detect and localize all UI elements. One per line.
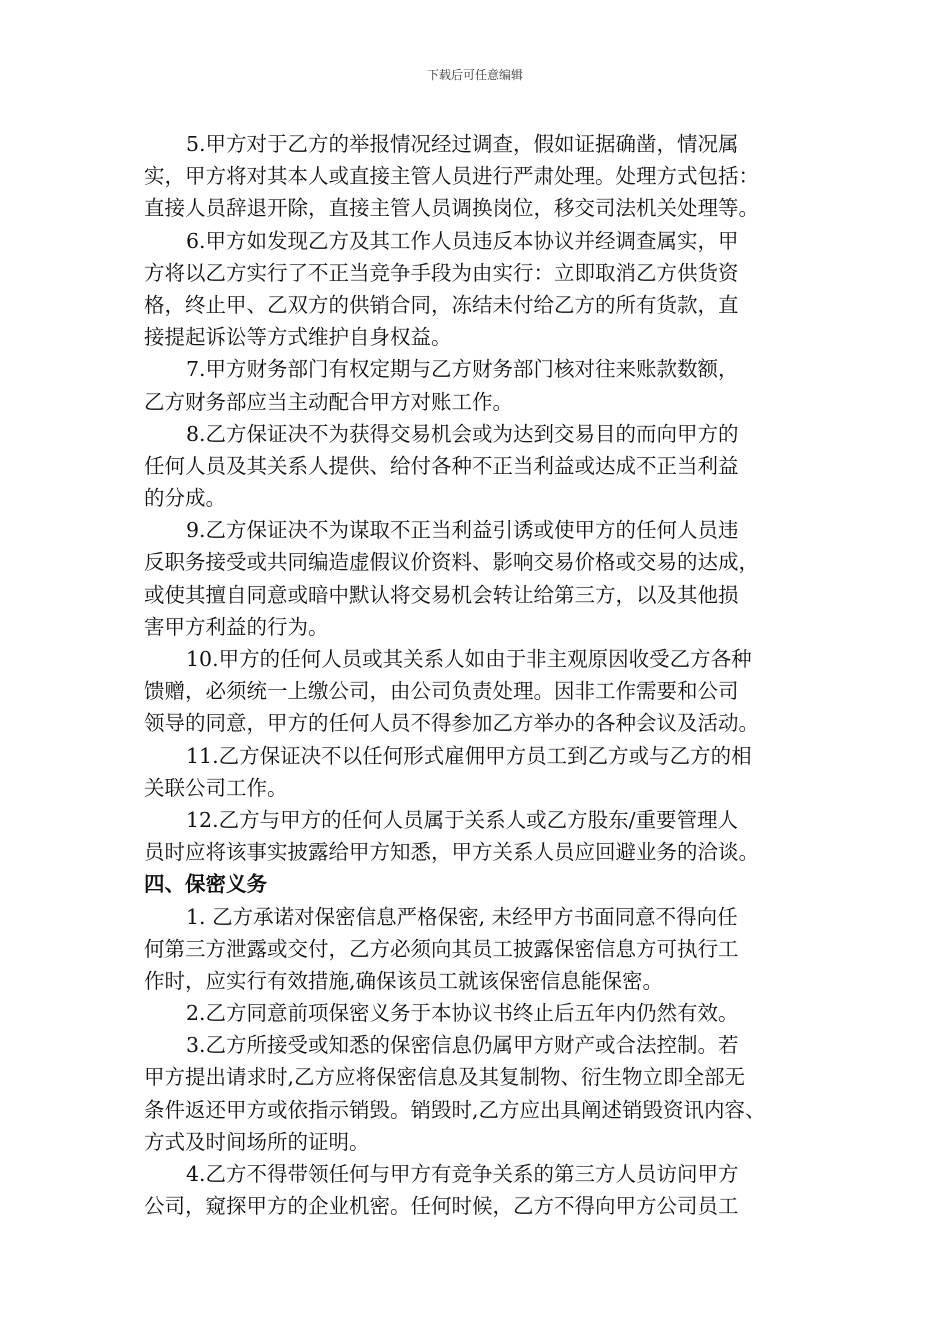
text-line: 关联公司工作。 (144, 775, 288, 800)
text-line: 实，甲方将对其本人或直接主管人员进行严肃处理。处理方式包括： (144, 164, 759, 189)
text-line: 2.乙方同意前项保密义务于本协议书终止后五年内仍然有效。 (186, 1001, 739, 1026)
text-line: 10.甲方的任何人员或其关系人如由于非主观原因收受乙方各种 (186, 647, 752, 671)
text-line: 接提起诉讼等方式维护自身权益。 (144, 325, 452, 350)
text-line: 方将以乙方实行了不正当竞争手段为由实行：立即取消乙方供货资 (144, 260, 739, 285)
text-line: 害甲方利益的行为。 (144, 614, 329, 639)
section-heading: 四、保密义务 (144, 872, 267, 897)
text-line: 或使其擅自同意或暗中默认将交易机会转让给第三方，以及其他损 (144, 582, 739, 607)
text-line: 公司，窥探甲方的企业机密。任何时候，乙方不得向甲方公司员工 (144, 1194, 739, 1219)
header-note: 下载后可任意编辑 (426, 68, 523, 82)
text-line: 4.乙方不得带领任何与甲方有竞争关系的第三方人员访问甲方 (186, 1162, 739, 1186)
text-line: 馈赠，必须统一上缴公司，由公司负责处理。因非工作需要和公司 (144, 679, 739, 704)
text-line: 乙方财务部应当主动配合甲方对账工作。 (144, 389, 513, 414)
document-body (144, 128, 808, 1222)
text-line: 员时应将该事实披露给甲方知悉，甲方关系人员应回避业务的洽谈。 (144, 840, 759, 865)
text-line: 条件返还甲方或依指示销毁。销毁时,乙方应出具阐述销毁资讯内容、 (144, 1097, 766, 1122)
text-line: 方式及时间场所的证明。 (144, 1129, 370, 1154)
text-line: 甲方提出请求时,乙方应将保密信息及其复制物、衍生物立即全部无 (144, 1065, 746, 1090)
text-line: 6.甲方如发现乙方及其工作人员违反本协议并经调查属实，甲 (186, 228, 739, 253)
text-line: 任何人员及其关系人提供、给付各种不正当利益或达成不正当利益 (144, 453, 739, 478)
text-line: 5.甲方对于乙方的举报情况经过调查，假如证据确凿，情况属 (186, 132, 739, 156)
text-line: 反职务接受或共同编造虚假议价资料、影响交易价格或交易的达成， (144, 550, 759, 575)
text-line: 8.乙方保证决不为获得交易机会或为达到交易目的而向甲方的 (186, 421, 739, 446)
text-line: 7.甲方财务部门有权定期与乙方财务部门核对往来账款数额， (186, 357, 739, 382)
text-line: 9.乙方保证决不为谋取不正当利益引诱或使甲方的任何人员违 (186, 518, 739, 543)
text-line: 12.乙方与甲方的任何人员属于关系人或乙方股东/重要管理人 (186, 807, 739, 832)
text-line: 的分成。 (144, 486, 226, 511)
text-line: 1. 乙方承诺对保密信息严格保密, 未经甲方书面同意不得向任 (186, 904, 738, 929)
text-line: 直接人员辞退开除，直接主管人员调换岗位，移交司法机关处理等。 (144, 196, 759, 221)
text-line: 3.乙方所接受或知悉的保密信息仍属甲方财产或合法控制。若 (186, 1033, 739, 1058)
text-line: 作时，应实行有效措施,确保该员工就该保密信息能保密。 (144, 968, 664, 993)
text-line: 格，终止甲、乙双方的供销合同，冻结未付给乙方的所有货款，直 (144, 292, 739, 317)
text-line: 领导的同意，甲方的任何人员不得参加乙方举办的各种会议及活动。 (144, 711, 759, 736)
text-line: 何第三方泄露或交付，乙方必须向其员工披露保密信息方可执行工 (144, 936, 739, 961)
text-line: 11.乙方保证决不以任何形式雇佣甲方员工到乙方或与乙方的相 (186, 743, 752, 768)
